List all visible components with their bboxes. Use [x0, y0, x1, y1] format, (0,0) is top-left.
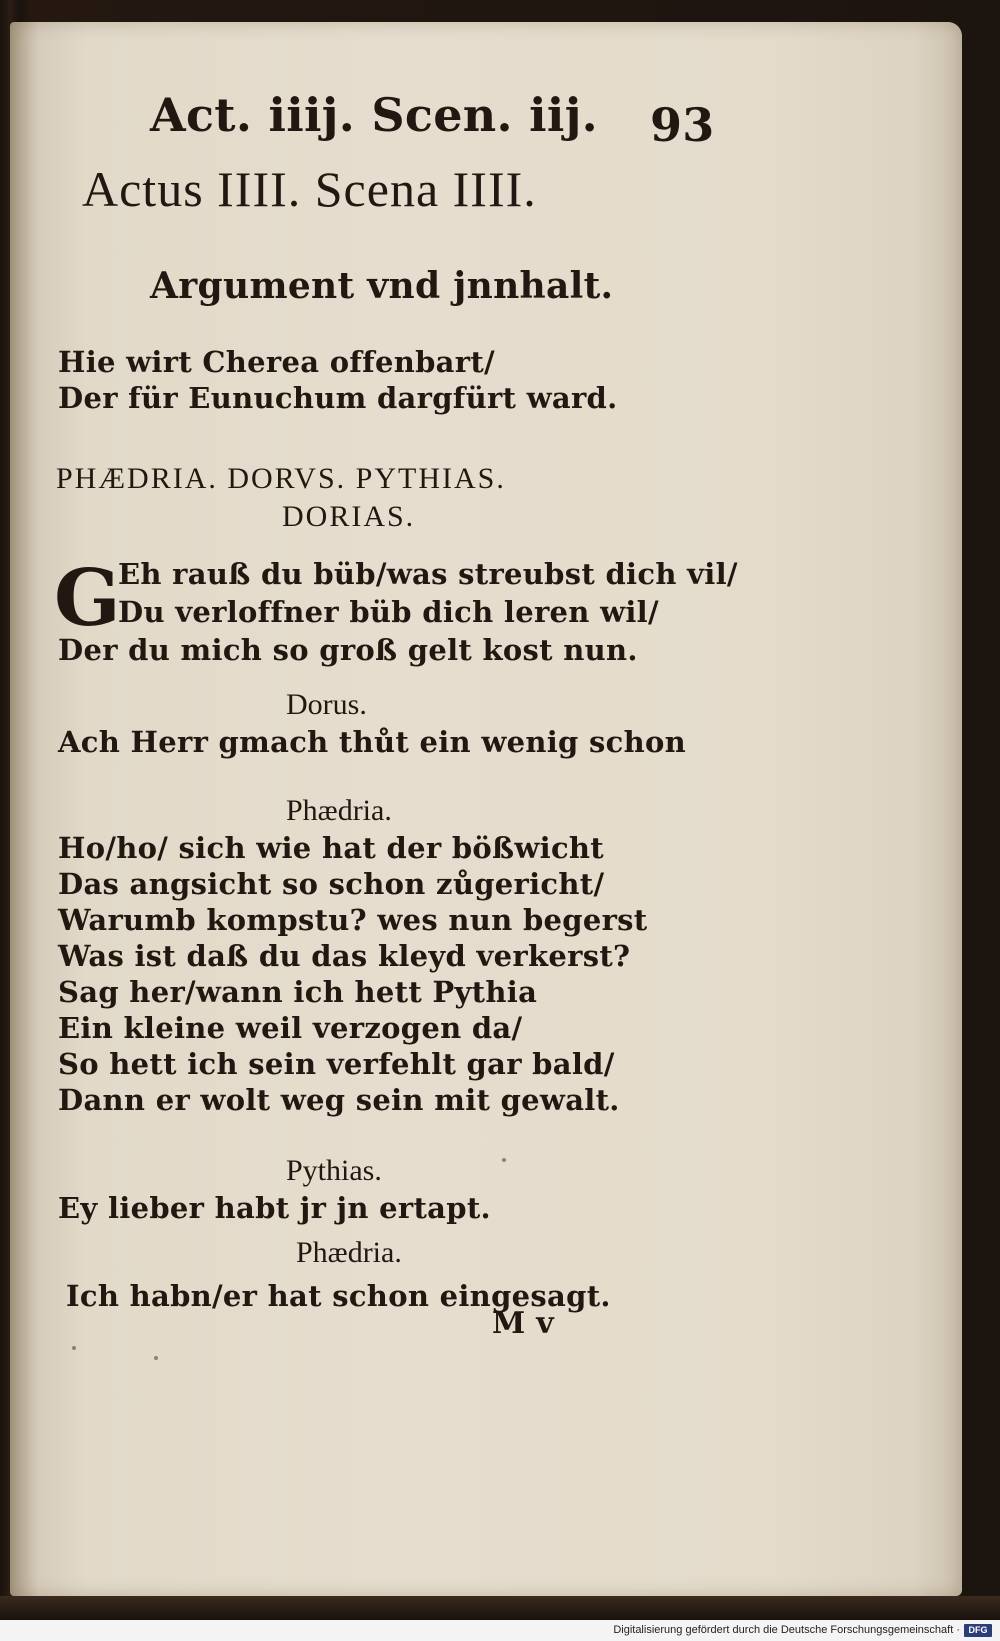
speaker-name: Pythias. [286, 1154, 382, 1187]
page-number: 93 [650, 98, 715, 152]
verse-line: So hett ich sein verfehlt gar bald/ [58, 1047, 615, 1081]
verse-line: Was ist daß du das kleyd verkerst? [58, 939, 631, 973]
speaker-name: Phædria. [296, 1236, 402, 1269]
verse-line: Ach Herr gmach thůt ein wenig schon [58, 725, 687, 759]
verse-line: Ey lieber habt jr jn ertapt. [58, 1191, 491, 1225]
argument-heading: Argument vnd jnnhalt. [150, 265, 614, 307]
act-scene-title: Actus IIII. Scena IIII. [82, 161, 537, 217]
speaker-name: Dorus. [286, 688, 367, 721]
dramatis-personae-cont: DORIAS. [282, 500, 416, 533]
verse-line: Sag her/wann ich hett Pythia [58, 975, 538, 1009]
verse-line: Warumb kompstu? wes nun begerst [58, 903, 648, 937]
verse-line: Ein kleine weil verzogen da/ [58, 1011, 523, 1045]
speaker-name: Phædria. [286, 794, 392, 827]
verse-line: Das angsicht so schon zůgericht/ [58, 867, 605, 901]
ink-speck [154, 1356, 158, 1360]
footer-bar [0, 1620, 1000, 1641]
argument-line: Der für Eunuchum dargfürt ward. [58, 381, 618, 415]
decorated-initial: G [54, 553, 121, 644]
argument-line: Hie wirt Cherea offenbart/ [58, 345, 495, 379]
dramatis-personae: PHÆDRIA. DORVS. PYTHIAS. [56, 462, 506, 495]
verse-line: Ich habn/er hat schon eingesagt. [66, 1279, 611, 1313]
verse-line: Du verloffner büb dich leren wil/ [118, 595, 659, 629]
dfg-logo: DFG [964, 1624, 992, 1637]
verse-line: Dann er wolt weg sein mit gewalt. [58, 1083, 620, 1117]
verse-line: Ho/ho/ sich wie hat der bößwicht [58, 831, 605, 865]
ink-speck [72, 1346, 76, 1350]
signature-mark: M v [492, 1306, 554, 1341]
verse-line: Der du mich so groß gelt kost nun. [58, 633, 638, 667]
book-page [10, 22, 962, 1596]
funding-credit: Digitalisierung gefördert durch die Deutsche Forschungsgemeinschaft · [613, 1624, 960, 1636]
verse-line: Eh rauß du büb/was streubst dich vil/ [118, 557, 738, 591]
ink-speck [502, 1158, 506, 1162]
page-edge-shadow [0, 1596, 1000, 1620]
running-head: Act. iiij. Scen. iij. [150, 88, 598, 142]
